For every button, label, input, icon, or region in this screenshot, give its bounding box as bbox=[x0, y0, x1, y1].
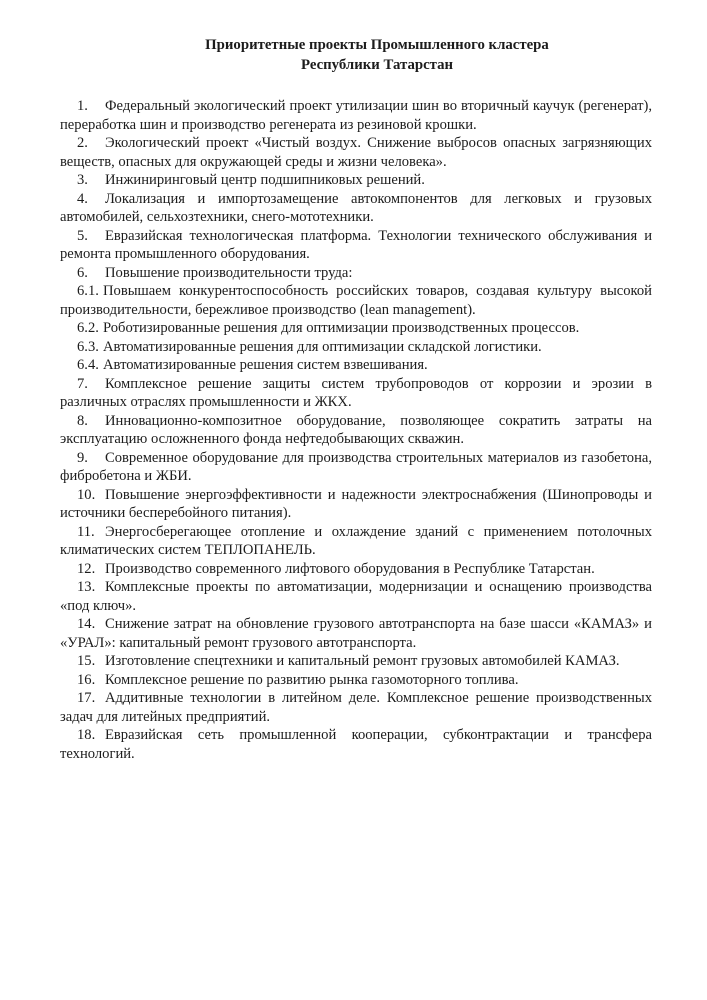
item-text: Инновационно-композитное оборудование, позволяющее сократить затраты на эксплуатацию осложненного фонда нефтедобывающих скважин. bbox=[60, 412, 652, 447]
list-item bbox=[60, 523, 652, 560]
item-number: 12. bbox=[77, 560, 96, 577]
item-text: Комплексное решение по развитию рынка газомоторного топлива. bbox=[105, 671, 519, 688]
list-item bbox=[60, 356, 652, 375]
item-number: 3. bbox=[77, 172, 88, 188]
item-number: 5. bbox=[77, 227, 88, 244]
item-number: 4. bbox=[77, 190, 88, 207]
item-number: 6.2. bbox=[77, 320, 99, 336]
item-text: Федеральный экологический проект утилизации шин во вторичный каучук (регенерат), переработка шин и производство регенерата из резиновой крошки. bbox=[60, 98, 652, 133]
item-text: Роботизированные решения для оптимизации производственных процессов. bbox=[103, 320, 580, 336]
item-text: Энергосберегающее отопление и охлаждение зданий с применением потолочных климатических систем ТЕПЛОПАНЕЛЬ. bbox=[60, 523, 652, 558]
list-item bbox=[60, 560, 652, 579]
document-title-line-2: Республики Татарстан bbox=[300, 56, 454, 73]
list-item bbox=[60, 449, 652, 486]
list-item bbox=[60, 578, 652, 615]
item-text: Современное оборудование для производства строительных материалов из газобетона, фибробетона и ЖБИ. bbox=[60, 449, 652, 484]
item-text: Автоматизированные решения систем взвешивания. bbox=[103, 357, 428, 373]
item-number: 8. bbox=[77, 412, 88, 429]
item-text: Снижение затрат на обновление грузового автотранспорта на базе шасси «КАМАЗ» и «УРАЛ»: капитальный ремонт грузового автотранспорта. bbox=[60, 616, 652, 651]
list-item bbox=[60, 190, 652, 227]
item-text: Евразийская сеть промышленной кооперации, субконтрактации и трансфера технологий. bbox=[60, 727, 652, 762]
item-text: Локализация и импортозамещение автокомпонентов для легковых и грузовых автомобилей, сельхозтехники, снего-мототехники. bbox=[60, 190, 652, 225]
item-number: 6. bbox=[77, 264, 88, 281]
list-item bbox=[60, 671, 652, 690]
item-text: Производство современного лифтового оборудования в Республике Татарстан. bbox=[105, 560, 595, 577]
item-number: 1. bbox=[77, 98, 88, 114]
list-item bbox=[60, 486, 652, 523]
list-item bbox=[60, 319, 652, 338]
item-text: Комплексное решение защиты систем трубопроводов от коррозии и эрозии в различных отраслях промышленности и ЖКХ. bbox=[60, 375, 652, 410]
item-text: Экологический проект «Чистый воздух. Снижение выбросов опасных загрязняющих веществ, опасных для окружающей среды и жизни человека». bbox=[60, 135, 652, 170]
item-number: 6.4. bbox=[77, 357, 99, 373]
item-text: Повышаем конкурентоспособность российских товаров, создавая культуру высокой производительности, бережливое производство (lean management). bbox=[60, 283, 652, 318]
item-number: 10. bbox=[77, 486, 96, 503]
list-item bbox=[60, 412, 652, 449]
list-item bbox=[60, 264, 652, 283]
list-item bbox=[60, 171, 652, 190]
list-item bbox=[60, 652, 652, 671]
document-title bbox=[60, 36, 652, 75]
item-text: Автоматизированные решения для оптимизации складской логистики. bbox=[103, 338, 542, 355]
item-number: 2. bbox=[77, 135, 88, 151]
item-number: 14. bbox=[77, 616, 96, 632]
item-number: 18. bbox=[77, 727, 96, 743]
item-number: 7. bbox=[77, 375, 88, 392]
item-number: 16. bbox=[77, 671, 96, 688]
list-item bbox=[60, 338, 652, 357]
list-item bbox=[60, 282, 652, 319]
document-title-line-1: Приоритетные проекты Промышленного кластера bbox=[205, 37, 549, 53]
item-text: Аддитивные технологии в литейном деле. Комплексное решение производственных задач для литейных предприятий. bbox=[60, 690, 652, 725]
item-number: 17. bbox=[77, 690, 96, 706]
item-number: 6.1. bbox=[77, 283, 99, 299]
items-list bbox=[60, 97, 652, 763]
list-item bbox=[60, 134, 652, 171]
list-item bbox=[60, 689, 652, 726]
list-item bbox=[60, 615, 652, 652]
item-number: 11. bbox=[77, 523, 95, 540]
list-item bbox=[60, 227, 652, 264]
item-number: 15. bbox=[77, 653, 96, 669]
item-text: Повышение энергоэффективности и надежности электроснабжения (Шинопроводы и источники бесперебойного питания). bbox=[60, 486, 652, 521]
list-item bbox=[60, 97, 652, 134]
item-text: Инжиниринговый центр подшипниковых решений. bbox=[105, 172, 425, 188]
item-number: 6.3. bbox=[77, 338, 99, 355]
item-text: Комплексные проекты по автоматизации, модернизации и оснащению производства «под ключ». bbox=[60, 579, 652, 614]
item-number: 13. bbox=[77, 579, 96, 595]
item-text: Евразийская технологическая платформа. Технологии технического обслуживания и ремонта промышленного оборудования. bbox=[60, 227, 652, 262]
item-text: Повышение производительности труда: bbox=[105, 264, 353, 281]
item-text: Изготовление спецтехники и капитальный ремонт грузовых автомобилей КАМАЗ. bbox=[105, 653, 620, 669]
item-number: 9. bbox=[77, 449, 88, 466]
list-item bbox=[60, 726, 652, 763]
list-item bbox=[60, 375, 652, 412]
